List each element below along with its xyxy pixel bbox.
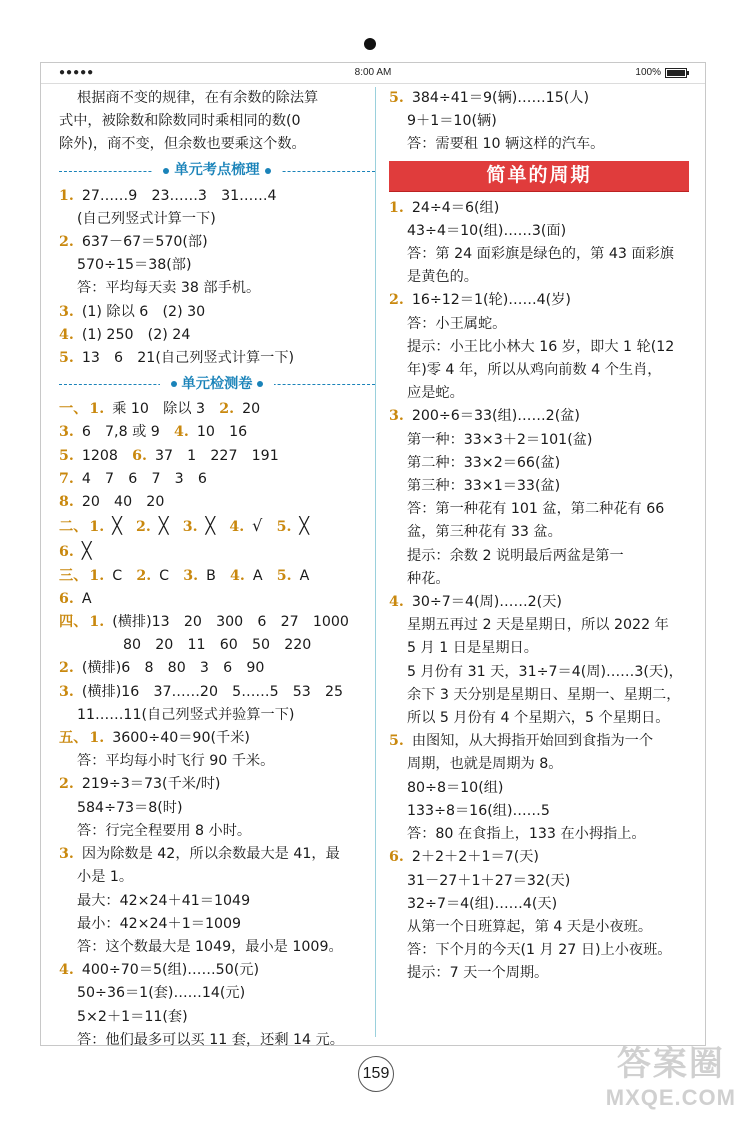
question-number: 3. (59, 683, 74, 700)
answer-text: 第一种：33×3＋2＝101(盆) (407, 431, 593, 448)
answer-text: 200÷6＝33(组)……2(盆) (411, 408, 580, 425)
question-number: 2. (59, 660, 74, 677)
answer-text: 9＋1＝10(辆) (407, 113, 497, 130)
answer-text: 从第一个日班算起，第 4 天是小夜班。 (407, 918, 653, 935)
cross-mark-icon: ╳ (81, 541, 92, 561)
answer-text: 年)零 4 年，所以从鸡向前数 4 个生肖， (407, 362, 662, 379)
answer-text: 20 (242, 401, 261, 418)
answer-text: 637－67＝570(部) (81, 234, 208, 251)
bullet-icon (257, 381, 263, 387)
question-number: 2. (136, 519, 151, 536)
answer-text: 50÷36＝1(套)……14(元) (77, 985, 246, 1002)
section-heading (59, 157, 375, 185)
battery-icon (665, 68, 687, 78)
answer-text: 20 40 20 (81, 494, 165, 511)
answer-text: 4 7 6 7 3 6 (81, 470, 207, 487)
battery-percent: 100% (635, 67, 661, 78)
answer-text: 384÷41＝9(辆)……15(人) (411, 90, 589, 106)
answer-text: 24÷4＝6(组) (411, 199, 500, 216)
question-number: 1. (89, 519, 105, 536)
question-number: 1. (89, 730, 105, 747)
question-number: 5. (59, 350, 74, 367)
answer-text: A (299, 567, 310, 584)
section-title: 单元考点梳理 (174, 162, 260, 178)
part-label: 五、 (59, 730, 88, 747)
chapter-banner: 简单的周期 (389, 161, 689, 191)
question-number: 1. (389, 199, 404, 216)
answer-text: 43÷4＝10(组)……3(面) (407, 222, 567, 239)
answer-text: 答：小王属蛇。 (407, 315, 507, 332)
question-number: 3. (59, 424, 74, 441)
watermark-text: MXQE.COM (605, 1085, 736, 1110)
signal-icon: ●●●●● (59, 67, 95, 78)
answer-text: 6 7,8 或 9 (81, 424, 160, 441)
cross-mark-icon: ╳ (205, 516, 216, 536)
answer-text: A (252, 567, 263, 584)
answer-text: 37 1 227 191 (154, 447, 279, 464)
answer-text: 答：第一种花有 101 盆，第二种花有 66 (407, 501, 665, 518)
answer-text: 星期五再过 2 天是星期日，所以 2022 年 (407, 617, 669, 634)
answer-text: 219÷3＝73(千米/时) (81, 776, 221, 793)
answer-text: 27……9 23……3 31……4 (81, 187, 277, 204)
answer-text: 最大：42×24＋41＝1049 (77, 892, 251, 909)
bullet-icon (171, 381, 177, 387)
answer-text: 乘 10 除以 3 (112, 401, 206, 418)
answer-text: 答：这个数最大是 1049，最小是 1009。 (77, 938, 343, 955)
answer-text: 第二种：33×2＝66(盆) (407, 454, 561, 471)
answer-text: 答：需要租 10 辆这样的汽车。 (407, 136, 605, 153)
answer-text: 5 月 1 日是星期日。 (407, 640, 538, 657)
question-number: 5. (276, 519, 292, 536)
answer-text: 3600÷40＝90(千米) (112, 730, 250, 747)
question-number: 4. (389, 594, 404, 611)
camera-dot (364, 38, 376, 50)
question-number: 2. (136, 567, 152, 584)
question-number: 1. (89, 567, 105, 584)
question-number: 4. (229, 519, 245, 536)
answer-text: (1) 除以 6 (2) 30 (81, 303, 206, 320)
answer-text: 提示：小王比小林大 16 岁，即大 1 轮(12 (407, 338, 675, 355)
question-number: 8. (59, 494, 74, 511)
cross-mark-icon: ╳ (299, 516, 310, 536)
question-number: 2. (59, 234, 74, 251)
question-number: 3. (59, 303, 74, 320)
answer-text: 答：第 24 面彩旗是绿色的，第 43 面彩旗 (407, 246, 674, 263)
answer-text: 是黄色的。 (407, 269, 478, 286)
cross-mark-icon: ╳ (112, 516, 122, 536)
question-number: 7. (59, 470, 74, 487)
page-number: 159 (358, 1056, 394, 1092)
answer-text: 31－27＋1＋27＝32(天) (407, 872, 571, 889)
question-number: 4. (59, 962, 74, 979)
answer-text: 提示：余数 2 说明最后两盆是第一 (407, 547, 624, 564)
question-number: 2. (219, 401, 235, 418)
answer-text: A (81, 590, 92, 607)
question-number: 2. (59, 776, 74, 793)
answer-text: (横排)13 20 300 6 27 1000 (112, 614, 349, 631)
answer-text: 答：80 在食指上，133 在小拇指上。 (407, 826, 646, 843)
answer-text: 种花。 (407, 570, 450, 587)
answer-text: (自己列竖式计算一下) (77, 210, 216, 227)
answer-text: 提示：7 天一个周期。 (407, 965, 549, 982)
answer-text: 答：他们最多可以买 11 套，还剩 14 元。 (77, 1031, 344, 1048)
answer-text: 80 20 11 60 50 220 (123, 637, 312, 654)
tablet-frame (40, 62, 706, 1046)
answer-text: 570÷15＝38(部) (77, 257, 192, 274)
answer-text: 13 6 21(自己列竖式计算一下) (81, 350, 295, 367)
answer-text: 1208 (81, 447, 118, 464)
answer-text: 16÷12＝1(轮)……4(岁) (411, 292, 571, 309)
right-column (389, 87, 689, 986)
answer-text: 答：行完全程要用 8 小时。 (77, 822, 252, 839)
answer-text: 答：平均每天卖 38 部手机。 (77, 280, 261, 297)
left-column (59, 87, 375, 1052)
question-number: 6. (59, 590, 74, 607)
intro-line: 除外)，商不变，但余数也要乘这个数。 (59, 136, 306, 153)
answer-text: C (159, 567, 170, 584)
part-label: 三、 (59, 567, 88, 584)
cross-mark-icon: ╳ (158, 516, 169, 536)
watermark-logo (606, 1036, 736, 1111)
answer-text: 所以 5 月份有 4 个星期六，5 个星期日。 (407, 710, 670, 727)
question-number: 3. (183, 567, 199, 584)
answer-text: 5 月份有 31 天，31÷7＝4(周)……3(天)， (407, 663, 683, 680)
answer-text: B (206, 567, 216, 584)
intro-line: 根据商不变的规律，在有余数的除法算 (77, 90, 319, 106)
check-mark-icon: √ (252, 516, 263, 536)
answer-text: (1) 250 (2) 24 (81, 326, 191, 343)
question-number: 4. (59, 326, 74, 343)
answer-text: 应是蛇。 (407, 385, 464, 402)
answer-text: (横排)16 37……20 5……5 53 25 (81, 683, 344, 700)
part-label: 一、 (59, 401, 88, 418)
status-time: 8:00 AM (354, 67, 392, 78)
answer-text: 32÷7＝4(组)……4(天) (407, 895, 558, 912)
question-number: 1. (59, 187, 74, 204)
question-number: 5. (59, 447, 74, 464)
section-title: 单元检测卷 (181, 375, 253, 392)
question-number: 5. (389, 90, 404, 106)
answer-text: 第三种：33×1＝33(盆) (407, 478, 561, 495)
question-number: 6. (389, 849, 404, 866)
answer-text: 盆，第三种花有 33 盆。 (407, 524, 562, 541)
section-heading (59, 370, 375, 398)
bullet-icon (163, 168, 169, 174)
answer-text: 30÷7＝4(周)……2(天) (411, 594, 562, 611)
answer-text: 最小：42×24＋1＝1009 (77, 915, 242, 932)
answer-text: C (112, 567, 123, 584)
answer-text: 余下 3 天分别是星期日、星期一、星期二， (407, 686, 681, 703)
answer-text: 133÷8＝16(组)……5 (407, 802, 550, 819)
question-number: 3. (182, 519, 198, 536)
answer-text: 10 16 (196, 424, 248, 441)
watermark-text: 答案圈 (616, 1045, 725, 1083)
answer-text: 周期，也就是周期为 8。 (407, 756, 563, 773)
question-number: 6. (132, 447, 147, 464)
answer-text: 5×2＋1＝11(套) (77, 1008, 188, 1025)
answer-text: 由图知，从大拇指开始回到食指为一个 (411, 733, 654, 750)
question-number: 6. (59, 544, 74, 561)
question-number: 5. (276, 567, 292, 584)
question-number: 1. (89, 614, 105, 631)
answer-text: 答：平均每小时飞行 90 千米。 (77, 753, 275, 770)
question-number: 3. (389, 408, 404, 425)
battery-indicator (635, 67, 687, 78)
question-number: 3. (59, 846, 74, 863)
answer-text: 80÷8＝10(组) (407, 779, 504, 796)
question-number: 4. (230, 567, 245, 584)
answer-text: (横排)6 8 80 3 6 90 (81, 660, 265, 677)
question-number: 4. (174, 424, 189, 441)
answer-text: 400÷70＝5(组)……50(元) (81, 962, 259, 979)
answer-text: 答：下个月的今天(1 月 27 日)上小夜班。 (407, 942, 672, 959)
answer-text: 584÷73＝8(时) (77, 799, 183, 816)
answer-text: 小是 1。 (77, 869, 134, 886)
part-label: 二、 (59, 519, 88, 536)
answer-text: 2＋2＋2＋1＝7(天) (411, 849, 539, 866)
answer-text: 11……11(自己列竖式并验算一下) (77, 706, 295, 723)
bullet-icon (265, 168, 271, 174)
column-divider (375, 87, 376, 1037)
part-label: 四、 (59, 614, 88, 631)
intro-line: 式中，被除数和除数同时乘相同的数(0 (59, 113, 301, 130)
question-number: 5. (389, 733, 404, 750)
answer-text: 因为除数是 42，所以余数最大是 41，最 (81, 846, 340, 863)
question-number: 2. (389, 292, 404, 309)
question-number: 1. (89, 401, 105, 418)
status-bar (41, 63, 705, 84)
